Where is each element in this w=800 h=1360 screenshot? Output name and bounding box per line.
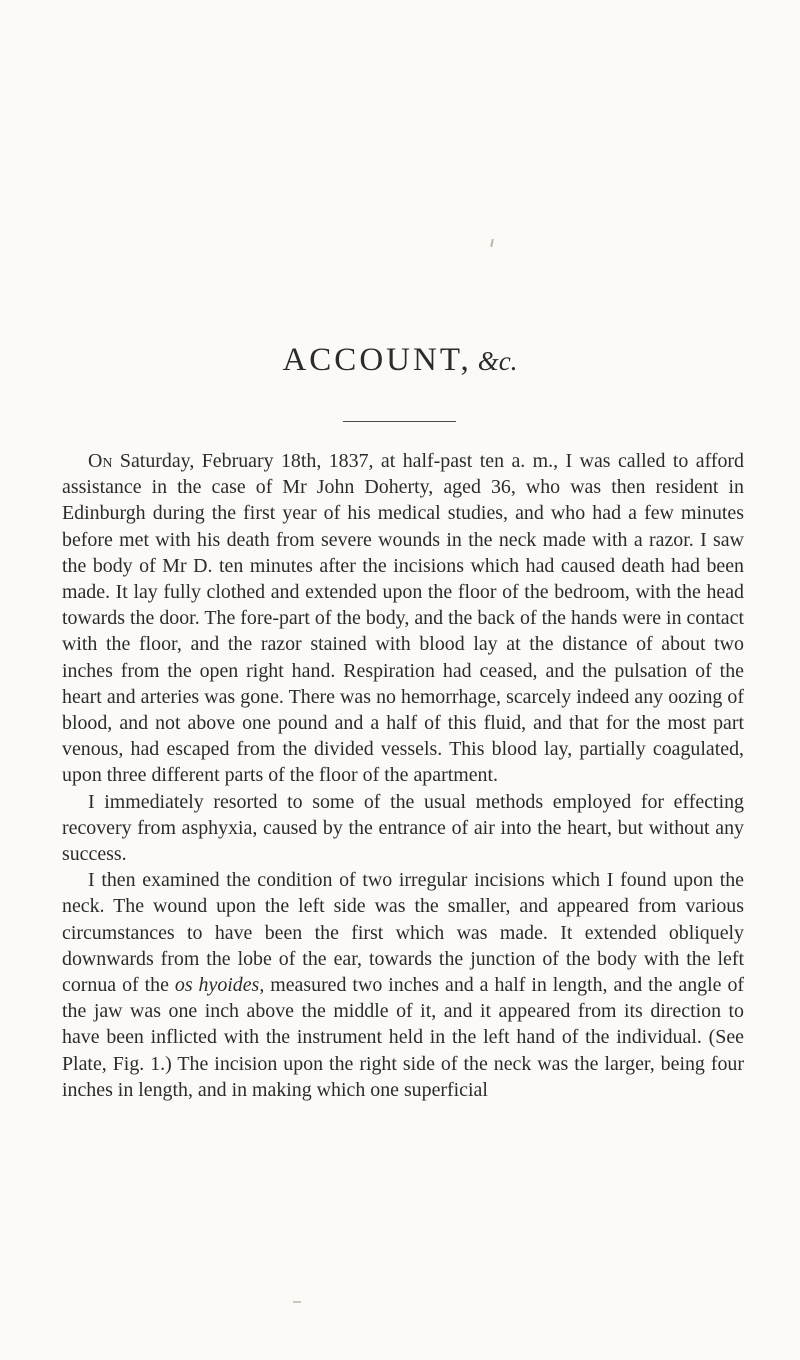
paper-speck [490,239,494,247]
heading-etc: &c. [477,346,518,376]
paragraph-2: I immediately resorted to some of the usual methods employed for effecting recovery from asphyxia, caused by the entrance of air into the heart, but without any success. [62,790,744,866]
page-heading [0,340,800,381]
heading-title: ACCOUNT, [282,342,472,378]
paragraph-1-lead: On [88,450,113,472]
heading-rule [343,421,456,422]
paper-mark [293,1301,301,1303]
paragraph-3-text-before: I then examined the condition of two irregular incisions which I found upon the neck. The wound upon the left side was the smaller, and appeared from various circumstances to have been the first which was made. It extended obliquely downwards from the lobe of the ear, towards the junction of the body with the left cornua of the [62,869,744,997]
paragraph-3 [62,867,744,1103]
paragraph-1-text: Saturday, February 18th, 1837, at half-past ten a. m., I was called to afford assistance in the case of Mr John Doherty, aged 36, who was then resident in Edinburgh during the first year of his medical studies, and who had a few minutes before met with his death from severe wounds in the neck made with a razor. I saw the body of Mr D. ten minutes after the incisions which had caused death had been made. It lay fully clothed and extended upon the floor of the bedroom, with the head towards the door. The fore-part of the body, and the back of the hands were in contact with the floor, and the razor stained with blood lay at the distance of about two inches from the open right hand. Respiration had ceased, and the pulsation of the heart and arteries was gone. There was no hemorrhage, scarcely indeed any oozing of blood, and not above one pound and a half of this fluid, and that for the most part venous, had escaped from the divided vessels. This blood lay, partially coagulated, upon three different parts of the floor of the apartment. [62,450,744,787]
paragraph-3-text-after: , measured two inches and a half in length, and the angle of the jaw was one inch above the middle of it, and it appeared from its direction to have been inflicted with the instrument held in the left hand of the individual. (See Plate, Fig. 1.) The incision upon the right side of the neck was the larger, being four inches in length, and in making which one superficial [62,974,745,1101]
paragraph-3-italic-term: os hyoides [174,974,260,997]
body-text [62,448,744,1103]
paragraph-1 [62,448,744,789]
